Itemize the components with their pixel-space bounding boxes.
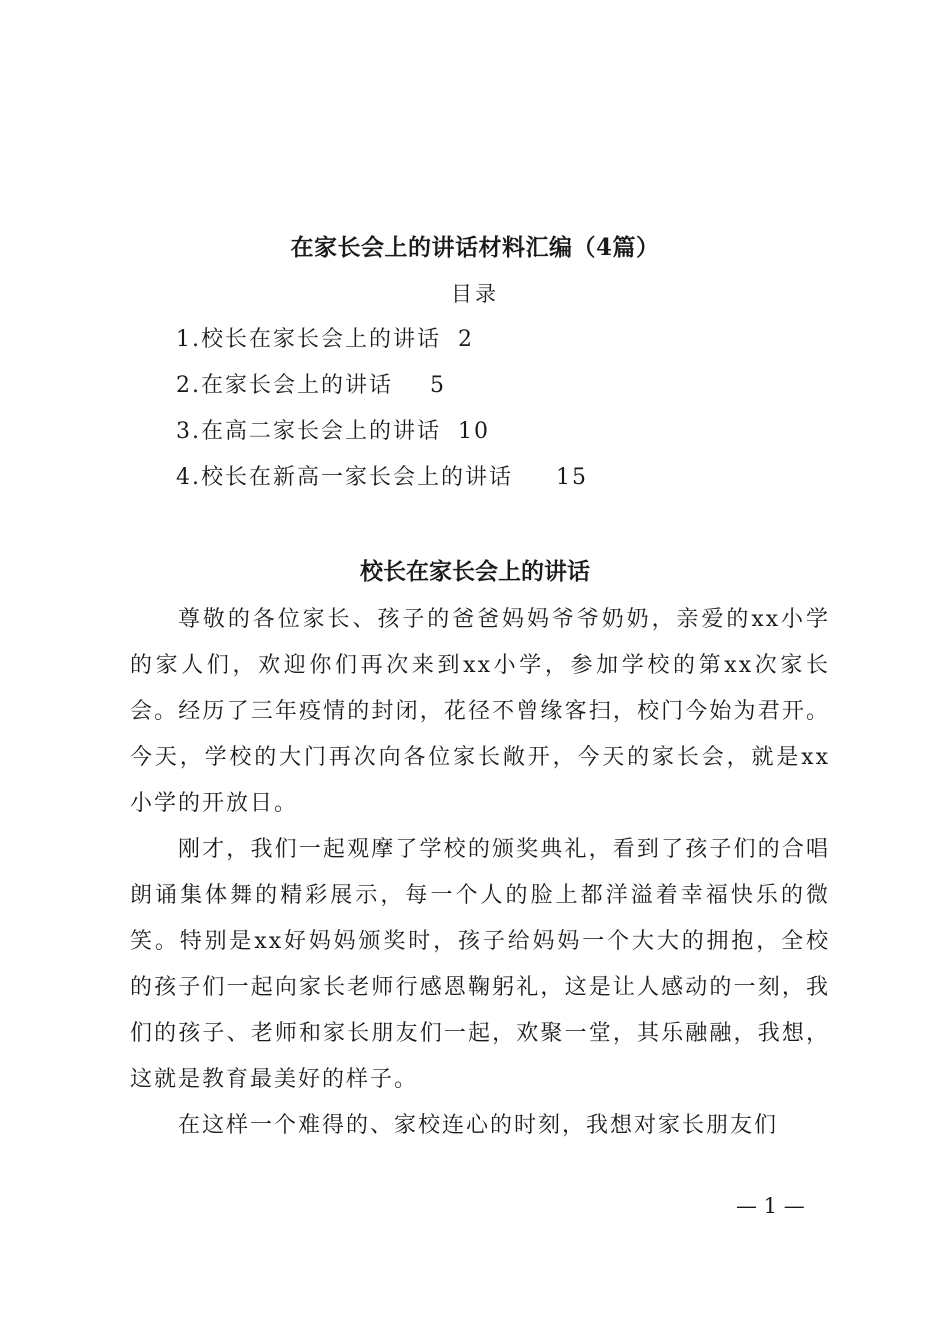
paragraph: 刚才，我们一起观摩了学校的颁奖典礼，看到了孩子们的合唱朗诵集体舞的精彩展示，每一个人的脸上都洋溢着幸福快乐的微笑。特别是xx好妈妈颁奖时，孩子给妈妈一个大大的拥抱，全校的孩子们一起向家长老师行感恩鞠躬礼，这是让人感动的一刻，我们的孩子、老师和家长朋友们一起，欢聚一堂，其乐融融，我想，这就是教育最美好的样子。 — [130, 837, 830, 1092]
paragraph: 在这样一个难得的、家校连心的时刻，我想对家长朋友们 — [178, 1113, 779, 1138]
document-title: 在家长会上的讲话材料汇编（4篇） — [290, 234, 660, 261]
toc-heading: 目录 — [451, 282, 499, 306]
toc-item-page: 2 — [458, 327, 474, 352]
toc-item[interactable] — [176, 320, 588, 366]
toc-item-label: 1.校长在家长会上的讲话 — [176, 327, 441, 352]
table-of-contents — [176, 320, 588, 504]
toc-item[interactable] — [176, 412, 588, 458]
toc-item-page: 15 — [556, 465, 588, 490]
page-number: — 1 — — [736, 1194, 805, 1218]
body-text — [130, 597, 830, 1149]
toc-item[interactable] — [176, 366, 588, 412]
toc-item-label: 4.校长在新高一家长会上的讲话 — [176, 465, 513, 490]
toc-item-label: 3.在高二家长会上的讲话 — [176, 419, 441, 444]
toc-item-page: 5 — [430, 373, 446, 398]
section-title: 校长在家长会上的讲话 — [360, 558, 590, 585]
toc-item-page: 10 — [458, 419, 490, 444]
toc-item[interactable] — [176, 458, 588, 504]
toc-item-label: 2.在家长会上的讲话 — [176, 373, 393, 398]
paragraph: 尊敬的各位家长、孩子的爸爸妈妈爷爷奶奶，亲爱的xx小学的家人们，欢迎你们再次来到xx小学，参加学校的第xx次家长会。经历了三年疫情的封闭，花径不曾缘客扫，校门今始为君开。今天，学校的大门再次向各位家长敞开，今天的家长会，就是xx小学的开放日。 — [130, 607, 830, 816]
